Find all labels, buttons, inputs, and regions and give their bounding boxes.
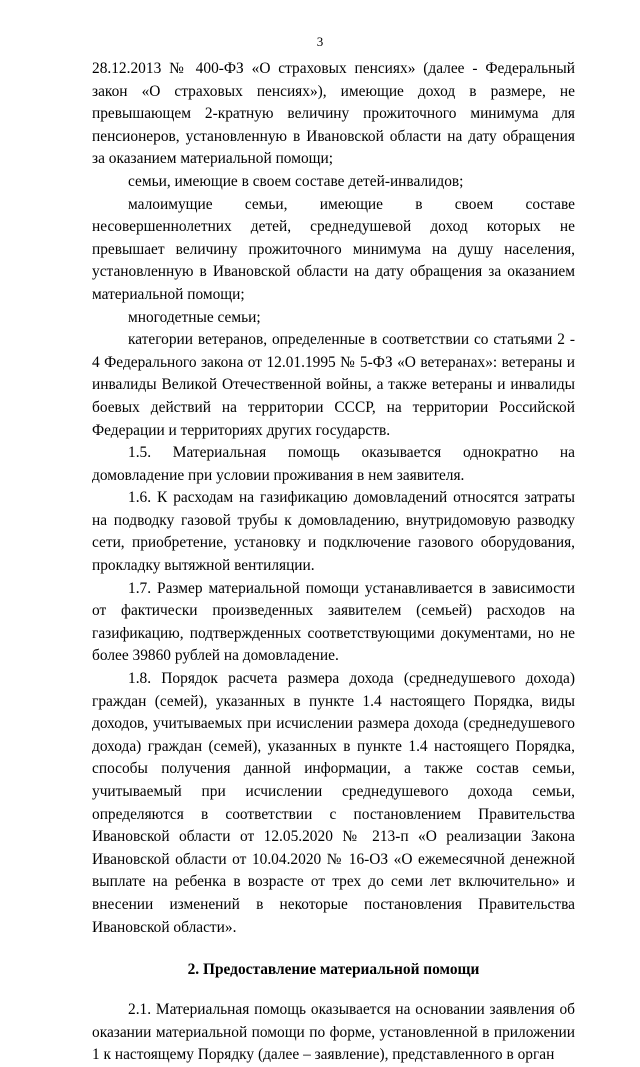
paragraph-1-5: 1.5. Материальная помощь оказывается однократно на домовладение при условии проживания в нем заявителя. <box>92 444 575 484</box>
section-heading: 2. Предоставление материальной помощи <box>187 961 480 979</box>
document-body <box>92 58 575 1067</box>
paragraph-1-7: 1.7. Размер материальной помощи устанавливается в зависимости от фактически произведенных заявителем (семьей) расходов на газификацию, подтвержденных соответствующими документами, но не более 39860 рублей на домовладение. <box>92 579 575 665</box>
paragraph-low-income-families: малоимущие семьи, имеющие в своем составе несовершеннолетних детей, среднедушевой доход которых не превышает величину прожиточного минимума на душу населения, установленную в Ивановской области на дату обращения за оказанием материальной помощи; <box>92 195 575 303</box>
paragraph-large-families: многодетные семьи; <box>128 308 261 326</box>
paragraph-veterans: категории ветеранов, определенные в соответствии со статьями 2 - 4 Федерального закона от 12.01.1995 № 5-ФЗ «О ветеранах»: ветераны и инвалиды Великой Отечественной войны, а также ветераны и инвалиды боевых действий на территории СССР, на территории Российской Федерации и территориях других государств. <box>92 331 575 439</box>
paragraph-2-1: 2.1. Материальная помощь оказывается на основании заявления об оказании материальной помощи по форме, установленной в приложении 1 к настоящему Порядку (далее – заявление), представленного в орган <box>92 1001 575 1064</box>
paragraph-pension-continuation: 28.12.2013 № 400-ФЗ «О страховых пенсиях» (далее - Федеральный закон «О страховых пенсиях»), имеющие доход в размере, не превышающем 2-кратную величину прожиточного минимума для пенсионеров, установленную в Ивановской области на дату обращения за оказанием материальной помощи; <box>92 60 575 168</box>
page-number: 3 <box>316 34 324 49</box>
paragraph-disabled-children: семьи, имеющие в своем составе детей-инвалидов; <box>128 172 464 190</box>
paragraph-1-6: 1.6. К расходам на газификацию домовладений относятся затраты на подводку газовой трубы к домовладению, внутридомовую разводку сети, приобретение, установку и подключение газового оборудования, прокладку вытяжной вентиляции. <box>92 489 575 575</box>
paragraph-1-8: 1.8. Порядок расчета размера дохода (среднедушевого дохода) граждан (семей), указанных в пункте 1.4 настоящего Порядка, виды доходов, учитываемых при исчислении размера дохода (среднедушевого дохода) граждан (семей), указанных в пункте 1.4 настоящего Порядка, способы получения данной информации, а также состав семьи, учитываемый при исчислении среднедушевого дохода семьи, определяются в соответствии с постановлением Правительства Ивановской области от 12.05.2020 № 213-п «О реализации Закона Ивановской области от 10.04.2020 № 16-ОЗ «О ежемесячной денежной выплате на ребенка в возрасте от трех до семи лет включительно» и внесении изменений в некоторые постановления Правительства Ивановской области». <box>92 670 575 936</box>
